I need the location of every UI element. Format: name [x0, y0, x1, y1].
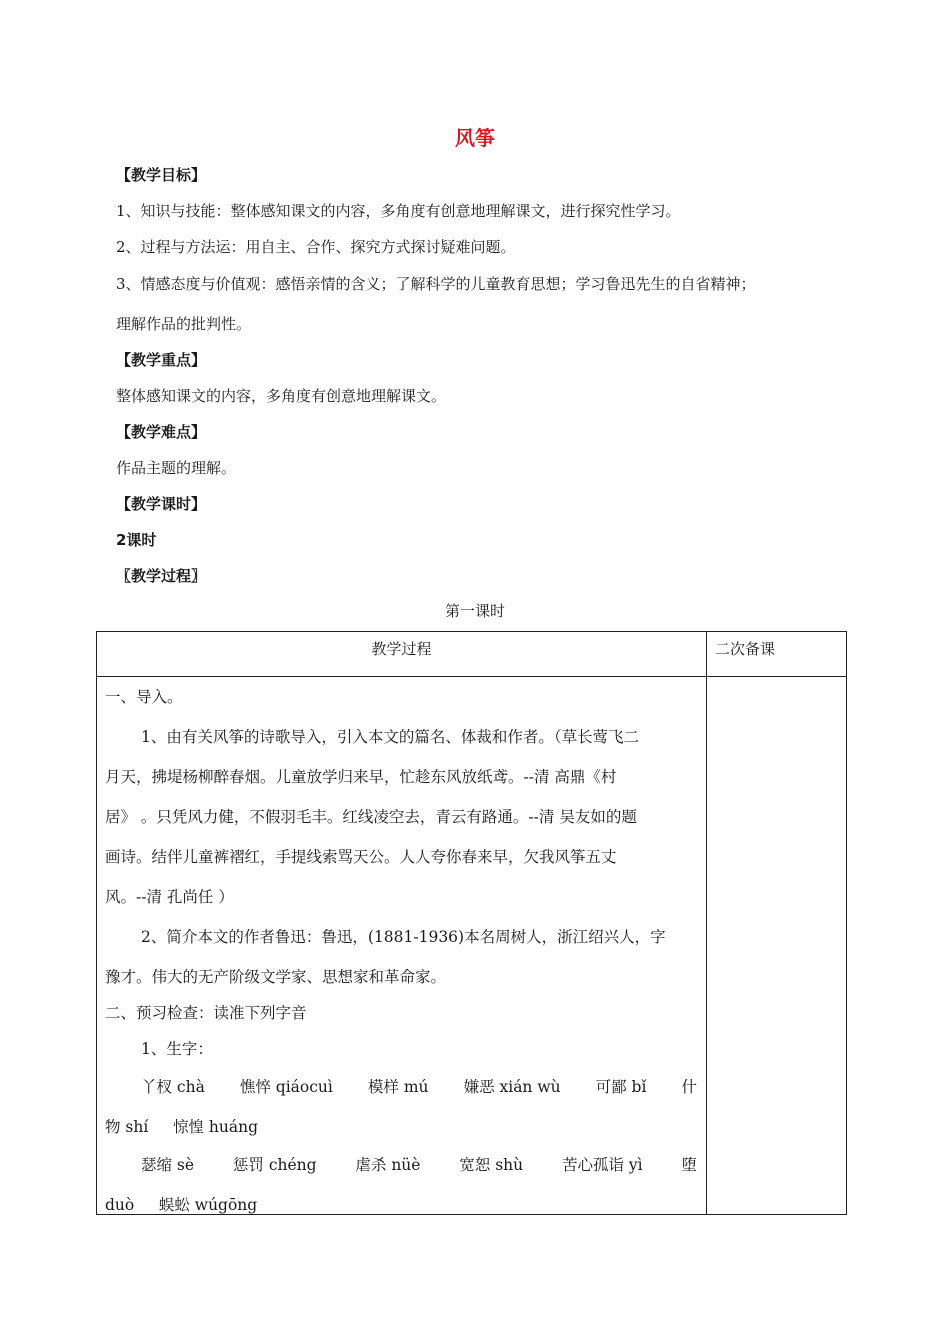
vocab-item: 堕: [681, 1156, 697, 1174]
table-header-notes: 二次备课: [707, 632, 847, 677]
vocab-item: 虐杀 nüè: [355, 1156, 421, 1174]
text-line: 月天，拂堤杨柳醉春烟。儿童放学归来早，忙趁东风放纸鸢。--清 高鼎《村: [105, 768, 617, 786]
process-heading: 〖教学过程〗: [116, 567, 207, 585]
process-cell: [97, 677, 707, 1215]
vocab-item: 模样 mú: [367, 1078, 429, 1096]
text-line: 2、简介本文的作者鲁迅：鲁迅，(1881-1936)本名周树人，浙江绍兴人，字: [141, 928, 666, 946]
vocab-item: 嫌恶 xián wù: [463, 1078, 561, 1096]
vocab-item: 丫杈 chà: [141, 1078, 205, 1096]
text-line: 豫才。伟大的无产阶级文学家、思想家和革命家。: [105, 968, 447, 986]
vocab-item: 惩罚 chéng: [232, 1156, 317, 1174]
vocab-row: [141, 1153, 697, 1175]
text-line: duò 蜈蚣 wúgōng: [105, 1196, 258, 1214]
objective-3-continued: 理解作品的批判性。: [116, 315, 252, 333]
text-line: 风。--清 孔尚任 ）: [105, 888, 234, 906]
vocab-item: 宽恕 shù: [459, 1156, 524, 1174]
table-header-process: 教学过程: [97, 632, 707, 677]
text-line: 1、生字：: [141, 1040, 213, 1058]
vocab-item: 什: [681, 1078, 697, 1096]
text-line: 画诗。结伴儿童裤褶红，手提线索骂天公。人人夸你春来早，欠我风筝五丈: [105, 848, 617, 866]
vocab-item: 可鄙 bǐ: [595, 1078, 647, 1096]
text-line: 一、导入。: [105, 688, 183, 706]
key-points-heading: 【教学重点】: [116, 351, 207, 369]
vocab-item: 瑟缩 sè: [141, 1156, 195, 1174]
text-line: 物 shí 惊惶 huáng: [105, 1118, 258, 1136]
notes-cell: [707, 677, 847, 1215]
text-line: 二、预习检查：读准下列字音: [105, 1004, 307, 1022]
difficulty-heading: 【教学难点】: [116, 423, 207, 441]
page-title: 风筝: [455, 126, 495, 150]
vocab-row: [141, 1075, 697, 1097]
vocab-item: 憔悴 qiáocuì: [239, 1078, 333, 1096]
hours-text: 2课时: [116, 531, 157, 549]
objectives-heading: 【教学目标】: [116, 166, 207, 184]
objective-2: 2、过程与方法运：用自主、合作、探究方式探讨疑难问题。: [116, 238, 516, 256]
text-line: 1、由有关风筝的诗歌导入，引入本文的篇名、体裁和作者。（草长莺飞二: [141, 728, 640, 746]
key-points-text: 整体感知课文的内容，多角度有创意地理解课文。: [116, 387, 447, 405]
lesson-table: [96, 631, 847, 1215]
text-line: 居》 。只凭风力健，不假羽毛丰。红线凌空去，青云有路通。--清 吴友如的题: [105, 808, 637, 826]
objective-3: 3、情感态度与价值观：感悟亲情的含义；了解科学的儿童教育思想；学习鲁迅先生的自省精神；: [116, 275, 756, 293]
lesson-label: 第一课时: [444, 602, 505, 620]
objective-1: 1、知识与技能：整体感知课文的内容，多角度有创意地理解课文，进行探究性学习。: [116, 202, 681, 220]
vocab-item: 苦心孤诣 yì: [561, 1156, 643, 1174]
hours-heading: 【教学课时】: [116, 495, 207, 513]
difficulty-text: 作品主题的理解。: [116, 459, 237, 477]
